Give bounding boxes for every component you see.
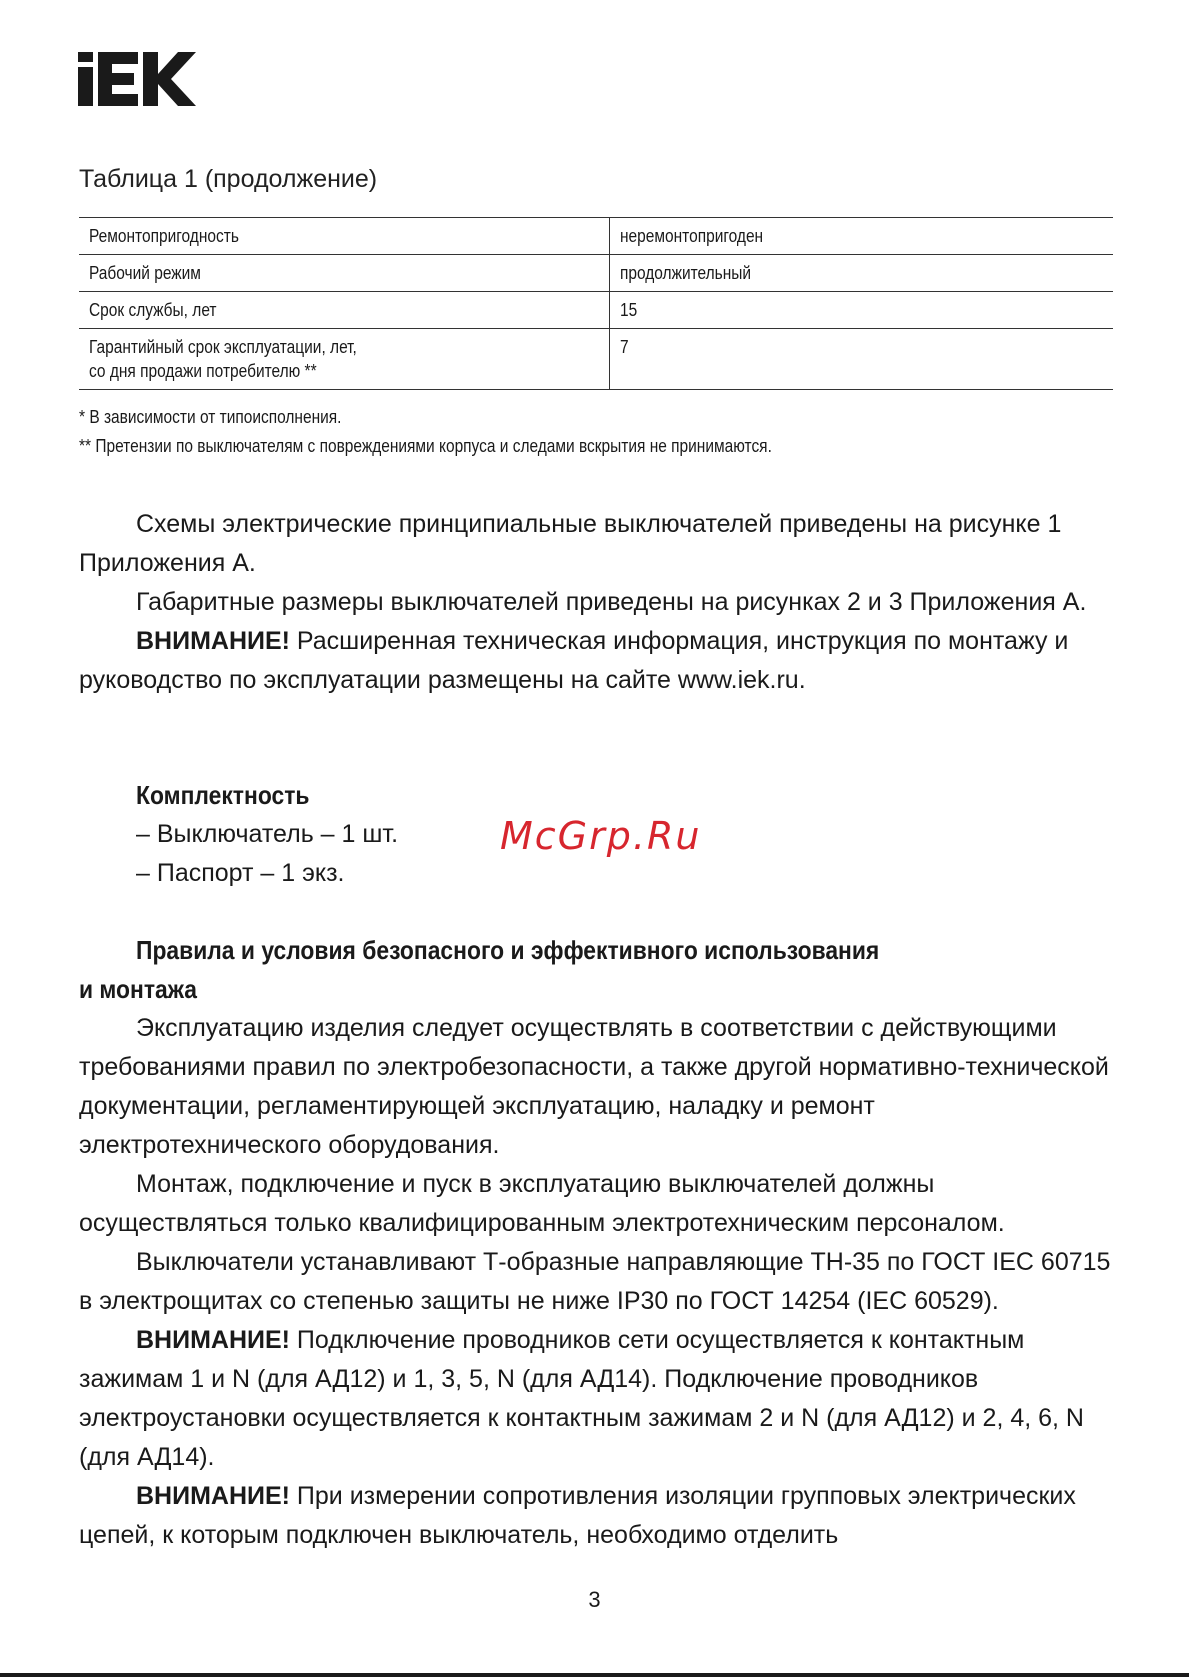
section-heading: Комплектность bbox=[136, 780, 310, 810]
footnote: ** Претензии по выключателям с повреждениями корпуса и следами вскрытия не принимаются. bbox=[79, 436, 772, 456]
iek-logo bbox=[78, 52, 196, 106]
rules-paragraph: Монтаж, подключение и пуск в эксплуатацию выключателей должны осуществляться только квалифицированным электротехническим персоналом. bbox=[79, 1170, 1005, 1237]
row-value: продолжительный bbox=[620, 263, 752, 283]
table-row bbox=[79, 255, 1113, 292]
row-label: Гарантийный срок эксплуатации, лет, bbox=[89, 337, 357, 357]
row-value: 7 bbox=[620, 337, 629, 357]
warning-label: ВНИМАНИЕ! bbox=[136, 627, 290, 655]
warning-paragraph bbox=[79, 1477, 1119, 1555]
rules-section bbox=[79, 931, 1119, 1555]
row-value: неремонтопригоден bbox=[620, 226, 764, 246]
intro-paragraph: Схемы электрические принципиальные выключателей приведены на рисунке 1 Приложения А. bbox=[79, 510, 1062, 577]
spec-table bbox=[79, 217, 1113, 390]
rules-paragraph: Эксплуатацию изделия следует осуществлять в соответствии с действующими требованиями правил по электробезопасности, а также другой нормативно-технической документации, регламентирующей эксплуатацию, наладку и ремонт электротехнического оборудования. bbox=[79, 1014, 1109, 1159]
footnotes bbox=[79, 403, 885, 461]
list-item: – Выключатель – 1 шт. bbox=[136, 820, 399, 848]
row-label: Срок службы, лет bbox=[89, 300, 217, 320]
rules-paragraph: Выключатели устанавливают Т-образные направляющие ТН-35 по ГОСТ IEC 60715 в электрощитах со степенью защиты не ниже IP30 по ГОСТ 14254 (IEC 60529). bbox=[79, 1248, 1111, 1315]
warning-text: Подключение проводников сети осуществляется к контактным зажимам 1 и N (для АД12) и 1, 3, 5, N (для АД14). Подключение проводников электроустановки осуществляется к контактным зажимам 2 и N (для АД12) и 2, 4, 6, N (для АД14). bbox=[79, 1326, 1084, 1471]
page-number: 3 bbox=[588, 1587, 601, 1612]
bottom-rule bbox=[0, 1673, 1189, 1677]
table-row bbox=[79, 218, 1113, 255]
table-row bbox=[79, 292, 1113, 329]
intro-paragraph: Габаритные размеры выключателей приведены на рисунках 2 и 3 Приложения А. bbox=[136, 588, 1087, 616]
warning-paragraph bbox=[79, 622, 1119, 700]
warning-paragraph bbox=[79, 1321, 1119, 1477]
list-item: – Паспорт – 1 экз. bbox=[136, 859, 345, 887]
warning-text: При измерении сопротивления изоляции групповых электрических цепей, к которым подключен выключатель, необходимо отделить bbox=[79, 1482, 1076, 1549]
section-heading-line2: и монтажа bbox=[79, 974, 198, 1004]
row-value: 15 bbox=[620, 300, 638, 320]
footnote: * В зависимости от типоисполнения. bbox=[79, 407, 342, 427]
row-label: Рабочий режим bbox=[89, 263, 201, 283]
table-caption: Таблица 1 (продолжение) bbox=[79, 165, 378, 193]
row-label: Ремонтопригодность bbox=[89, 226, 239, 246]
intro-section bbox=[79, 505, 1119, 700]
watermark: McGrp.Ru bbox=[500, 814, 702, 858]
table-row bbox=[79, 329, 1113, 390]
row-label-line2: со дня продажи потребителю ** bbox=[89, 361, 317, 381]
warning-text: Расширенная техническая информация, инструкция по монтажу и руководство по эксплуатации размещены на сайте www.iek.ru. bbox=[79, 627, 1069, 694]
warning-label: ВНИМАНИЕ! bbox=[136, 1482, 290, 1510]
warning-label: ВНИМАНИЕ! bbox=[136, 1326, 290, 1354]
section-heading: Правила и условия безопасного и эффективного использования bbox=[136, 935, 880, 965]
